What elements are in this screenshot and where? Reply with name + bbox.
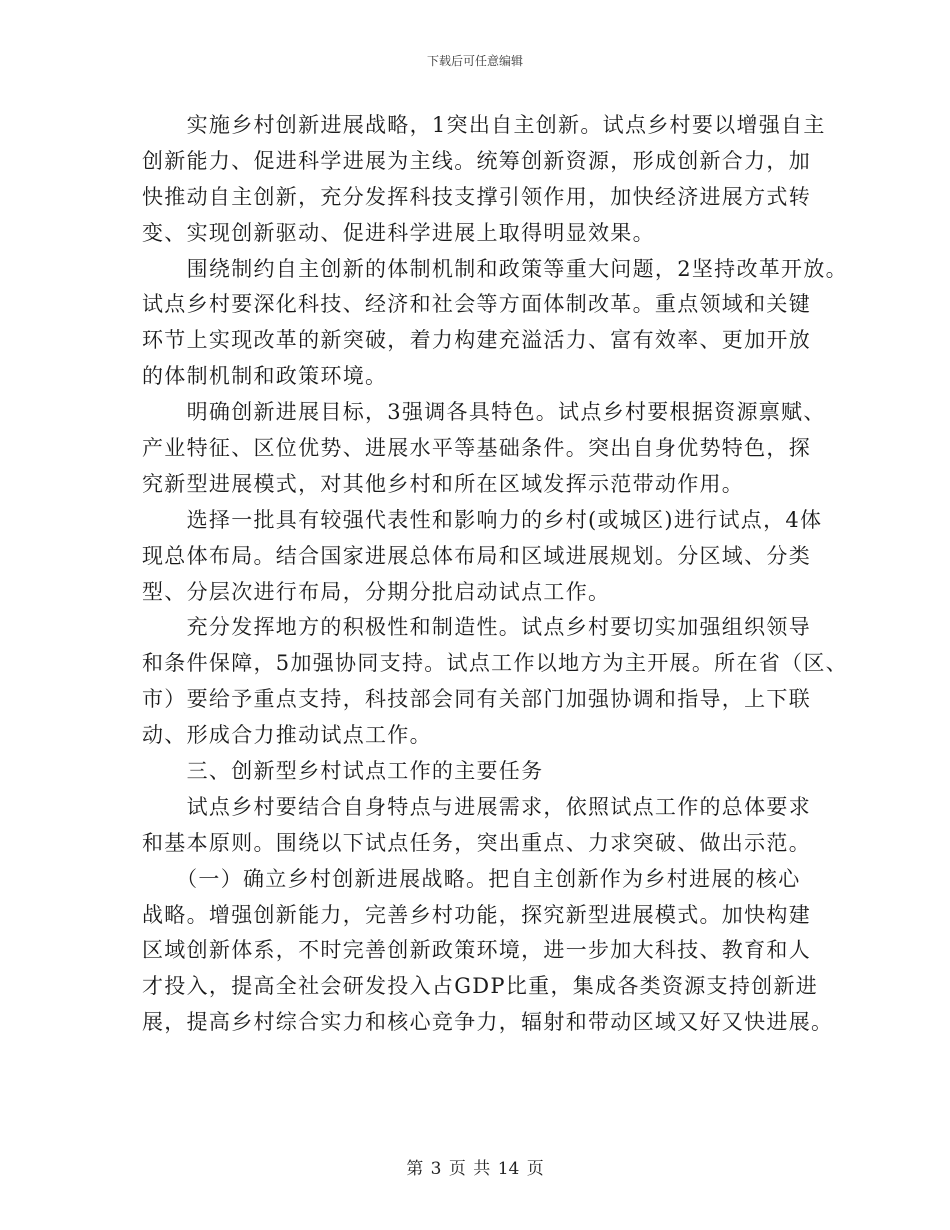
text-line: （一）确立乡村创新进展战略。把自主创新作为乡村进展的核心 (142, 866, 801, 891)
text-line: 明确创新进展目标，3强调各具特色。试点乡村要根据资源禀赋、 (142, 400, 826, 425)
text-line: 围绕制约自主创新的体制机制和政策等重大问题，2坚持改革开放。 (142, 256, 848, 281)
text-line: 试点乡村要深化科技、经济和社会等方面体制改革。重点领域和关键 (142, 292, 811, 317)
text-line: 战略。增强创新能力，完善乡村功能，探究新型进展模式。加快构建 (142, 902, 811, 927)
document-body (142, 108, 848, 1041)
text-line: 试点乡村要结合自身特点与进展需求，依照试点工作的总体要求 (142, 794, 811, 819)
text-line: 实施乡村创新进展战略，1突出自主创新。试点乡村要以增强自主 (142, 113, 826, 137)
text-line: 究新型进展模式，对其他乡村和所在区域发挥示范带动作用。 (142, 471, 745, 496)
text-line: 和条件保障，5加强协同支持。试点工作以地方为主开展。所在省（区、 (142, 651, 848, 676)
text-line: 创新能力、促进科学进展为主线。统筹创新资源，形成创新合力，加 (142, 148, 811, 173)
text-line: 市）要给予重点支持，科技部会同有关部门加强协调和指导，上下联 (142, 687, 811, 712)
text-line: 型、分层次进行布局，分期分批启动试点工作。 (142, 579, 611, 604)
text-line: 充分发挥地方的积极性和制造性。试点乡村要切实加强组织领导 (142, 615, 811, 640)
page-number-footer: 第 3 页 共 14 页 (406, 1159, 544, 1179)
text-line: 动、形成合力推动试点工作。 (142, 723, 432, 748)
text-line: 快推动自主创新，充分发挥科技支撑引领作用，加快经济进展方式转 (142, 184, 811, 209)
text-line: 变、实现创新驱动、促进科学进展上取得明显效果。 (142, 220, 655, 245)
text-line: 展，提高乡村综合实力和核心竞争力，辐射和带动区域又好又快进展。 (142, 1010, 834, 1035)
text-line: 才投入，提高全社会研发投入占GDP比重，集成各类资源支持创新进 (142, 974, 819, 999)
page-header: 下载后可任意编辑 (426, 54, 523, 68)
text-line: 的体制机制和政策环境。 (142, 364, 388, 389)
text-line: 选择一批具有较强代表性和影响力的乡村(或城区)进行试点，4体 (142, 507, 823, 532)
text-line: 现总体布局。结合国家进展总体布局和区域进展规划。分区域、分类 (142, 543, 811, 568)
text-line: 产业特征、区位优势、进展水平等基础条件。突出自身优势特色，探 (142, 436, 811, 461)
section-heading: 三、创新型乡村试点工作的主要任务 (142, 759, 544, 784)
text-line: 区域创新体系，不时完善创新政策环境，进一步加大科技、教育和人 (142, 938, 811, 963)
text-line: 和基本原则。围绕以下试点任务，突出重点、力求突破、做出示范。 (142, 830, 811, 855)
text-line: 环节上实现改革的新突破，着力构建充溢活力、富有效率、更加开放 (142, 328, 811, 353)
